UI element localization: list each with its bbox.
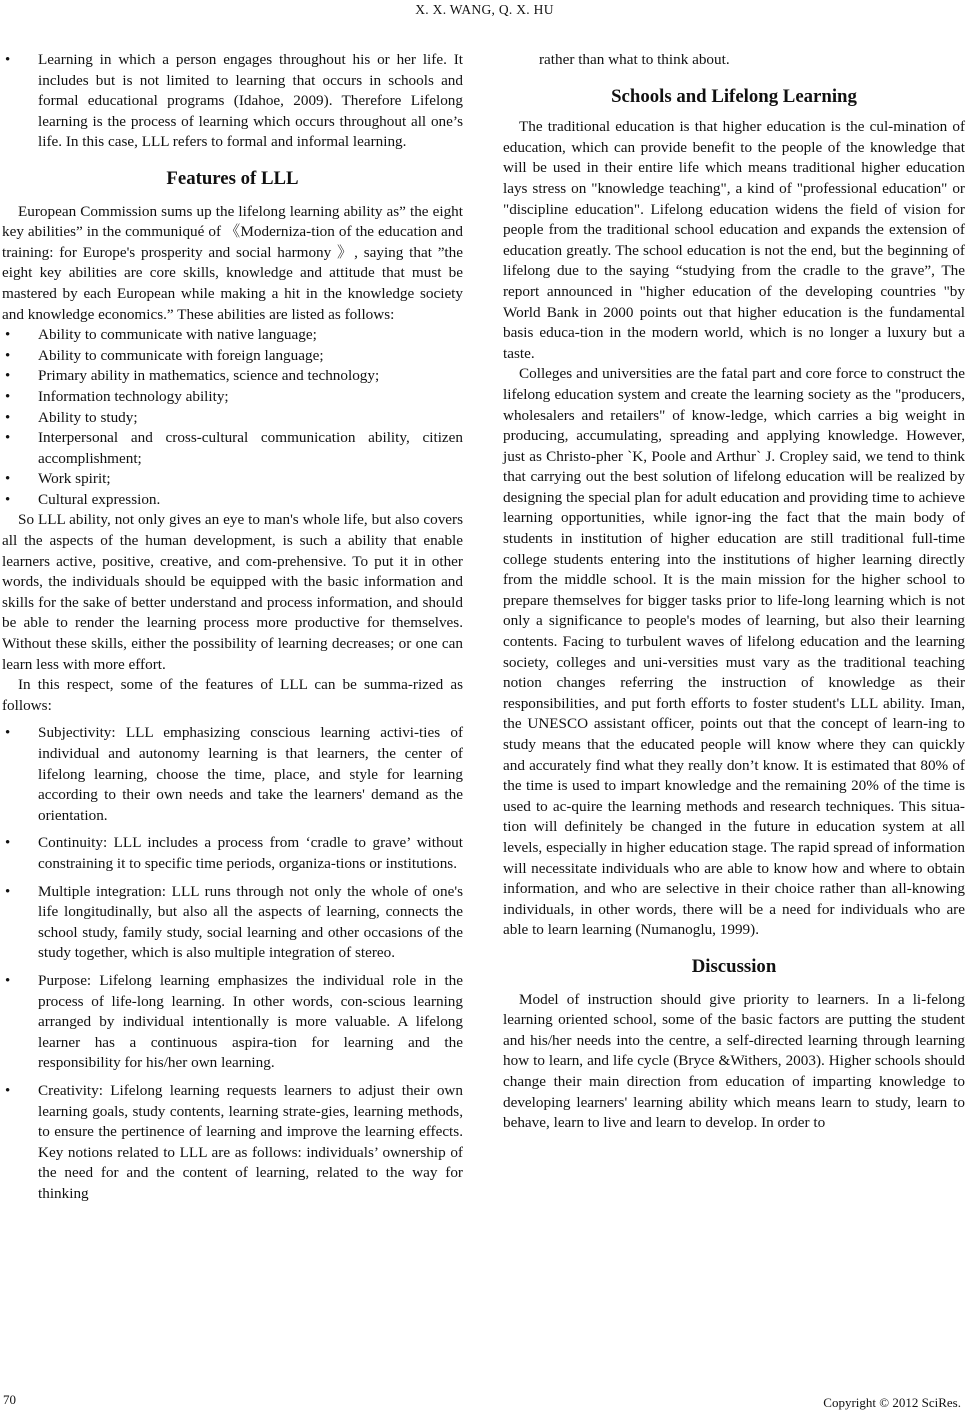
right-column: [503, 50, 965, 1134]
copyright-notice: Copyright © 2012 SciRes.: [823, 1395, 961, 1410]
list-item: • Cultural expression.: [2, 490, 463, 511]
list-item: • Ability to study;: [2, 408, 463, 429]
paragraph-traditional-education: The traditional education is that higher education is the cul-mination of education, which can provide benefit to the people of the knowledge that will be used in their entire life which means traditional higher education lays stress on "knowledge teaching", a kind of "professional education" or "discipline education". Lifelong education widens the field of vision for people from the traditional school education and expands the extension of education greatly. The school education is not the end, but the beginning of lifelong due to the saying “studying from the cradle to the grave”, The report announced in "higher education of the developing countries "by World Bank in 2000 points out that higher education is the fundamental basis educa-tion in the modern world, which is no longer a luxury but a taste.: [503, 118, 965, 362]
list-item: • Multiple integration: LLL runs through not only the whole of one's life longitudinally, but also all the aspects of learning, connects the school study, family study, social learning and other occasions of the study together, which is also multiple integration of stereo.: [2, 882, 463, 964]
list-item: • Purpose: Lifelong learning emphasizes the individual role in the process of life-long learning. In other words, con-scious learning arranged by individual intentionally is more valuable. A lifelong learner has a continuous aspira-tion for learning and the responsibility for his/her own learning.: [2, 971, 463, 1074]
list-item: • Subjectivity: LLL emphasizing conscious learning activi-ties of individual and autonomy learning is that learners, the center of lifelong learning, choose the time, place, and style for learning according to their own needs and take the learners' demand as the orientation.: [2, 723, 463, 826]
features-list: [2, 723, 463, 1204]
list-item: • Ability to communicate with native language;: [2, 325, 463, 346]
page-number: 70: [3, 1392, 16, 1407]
paragraph-colleges: Colleges and universities are the fatal part and core force to construct the lifelong education system and create the learning society as the "producers, wholesalers and retailers" of know-ledge, which carries a big weight in producing, accumulating, spreading and applying knowledge. However, just as Christo-pher `K, Poole and Arthur` J. Cropley said, we tend to think that carrying out the best solution of lifelong education will be realized by designing the special plan for adult education and providing time to achieve learning opportunities, while ignor-ing the fact that the main body of students in institution of higher education are still traditional full-time college students entering into the institutions of higher learning directly from the middle school. It is the main mission for the higher school to prepare themselves for bigger tasks prior to life-long learning which is not only a significance to people's modes of learning, but also their learning contents. Facing to turbulent waves of lifelong education and the learning society, colleges and uni-versities must vary as the traditional teaching notion changes referring the instruction of knowledge as their responsibilities, and put forth efforts to foster student's LLL ability. Iman, the UNESCO assistant officer, points out that the concept of learn-ing to study means that the educated people will know where they can quickly and accurately find what they really don’t know. It is estimated that 80% of the time is used to impart knowledge and the remaining 20% of the time is used to ac-quire the learning methods and research techniques. This situa-tion will definitely be changed in the future in education system at all levels, especially in higher education stage. The rapid spread of information will necessitate individuals who are able to know how and where to obtain information, and who are selective in their choice rather than all-knowing individuals, in other words, there will be a need for individuals who are able to learn learning (Numanoglu, 1999).: [503, 365, 965, 939]
abilities-list: [2, 325, 463, 510]
section-heading-features: Features of LLL: [166, 167, 299, 189]
list-item: • Primary ability in mathematics, science and technology;: [2, 366, 463, 387]
section-heading-schools: Schools and Lifelong Learning: [611, 85, 857, 107]
list-item: • Creativity: Lifelong learning requests learners to adjust their own learning goals, study contents, learning strate-gies, learning methods, to ensure the pertinence of learning and improve the learning effects. Key notions related to LLL are as follows: individuals’ ownership of the need for and the content of learning, related to the way for thinking: [2, 1081, 463, 1205]
paragraph-model-of-instruction: Model of instruction should give priority to learners. In a li-felong learning oriented school, some of the basic factors are putting the student and his/her needs into the centre, a self-directed learning through learning how to learn, and life cycle (Bryce &Withers, 2003). Higher schools should change their main direction from education of imparting knowledge to developing learners' learning ability which means learn to study, learn to behave, learn to live and learn to develop. In order to: [503, 990, 965, 1132]
running-head: X. X. WANG, Q. X. HU: [415, 2, 554, 17]
list-item: • Continuity: LLL includes a process from ‘cradle to grave’ without constraining it to specific time periods, organiza-tions or institutions.: [2, 833, 463, 874]
paragraph-so-lll: So LLL ability, not only gives an eye to man's whole life, but also covers all the aspects of the human development, is such a ability that enable learners active, positive, creative, and com-prehensive. To put it in other words, the individuals should be equipped with the basic information and skills for the sake of better understand and process information, and should be able to render the learning process more productive for themselves. Without these skills, either the possibility of learning decreases; or one can learn less with more effort.: [2, 511, 463, 673]
paragraph-in-this-respect: In this respect, some of the features of LLL can be summa-rized as follows:: [2, 676, 463, 714]
list-item: • Work spirit;: [2, 469, 463, 490]
intro-bullet-list: [2, 50, 463, 153]
list-item: • Interpersonal and cross-cultural communication ability, citizen accomplishment;: [2, 428, 463, 469]
list-item: • Learning in which a person engages throughout his or her life. It includes but is not limited to learning that occurs in schools and formal educational programs (Idahoe, 2009). Therefore Lifelong learning is the process of learning which occurs throughout all one’s life. In this case, LLL refers to formal and informal learning.: [2, 50, 463, 153]
paragraph-european-commission: European Commission sums up the lifelong learning ability as” the eight key abilities” in the communiqué of 《Moderniza-tion of the education and training: for Europe's prosperity and social harmony 》, saying that ”the eight key abilities are core skills, knowledge and attitude that must be mastered by each European while making a hit in the knowledge society and knowledge economics.” These abilities are listed as follows:: [2, 202, 463, 323]
left-column: [2, 50, 463, 1204]
list-item: • Information technology ability;: [2, 387, 463, 408]
list-item: • Ability to communicate with foreign language;: [2, 346, 463, 367]
paragraph-continuation: rather than what to think about.: [539, 51, 730, 68]
section-heading-discussion: Discussion: [691, 955, 777, 977]
